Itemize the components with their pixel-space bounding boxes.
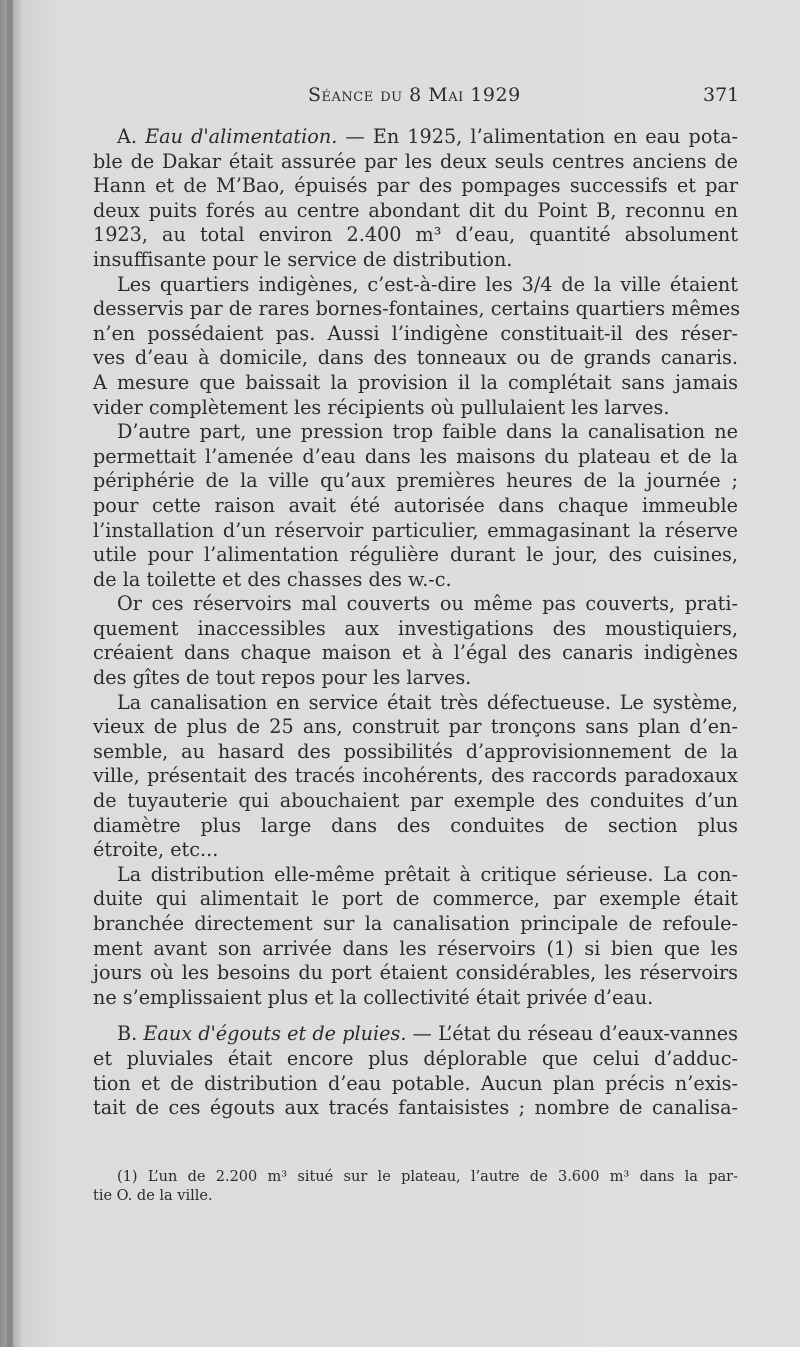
section-text: — En 1925, l’alimentation en eau pota-	[345, 125, 739, 148]
text-line: n’en possédaient pas. Aussi l’indigène constituait-il des réser-	[93, 321, 738, 345]
text-line: et pluviales était encore plus déplorable que celui d’adduc-	[93, 1046, 738, 1070]
text-line: créaient dans chaque maison et à l’égal des canaris indigènes	[93, 641, 738, 665]
text-line: branchée directement sur la canalisation principale de refoule-	[93, 912, 738, 935]
text-line: ble de Dakar était assurée par les deux seuls centres anciens de	[93, 149, 738, 173]
text-line: permettait l’amenée d’eau dans les maisons du plateau et de la	[93, 444, 738, 468]
text-line: des gîtes de tout repos pour les larves.	[93, 666, 472, 690]
text-line: A mesure que baissait la provision il la complétait sans jamais	[93, 370, 738, 394]
text-line: D’autre part, une pression trop faible dans la canalisation ne	[117, 420, 738, 444]
footnote-line: tie O. de la ville.	[93, 1188, 213, 1204]
page-gutter-shadow	[7, 0, 13, 1347]
text-line: tait de ces égouts aux tracés fantaisistes ; nombre de canalisa-	[93, 1096, 738, 1120]
text-line: ville, présentait des tracés incohérents, des raccords paradoxaux	[93, 764, 738, 788]
text-line: étroite, etc...	[93, 838, 219, 862]
text-line: La distribution elle-même prêtait à critique sérieuse. La con-	[117, 862, 738, 886]
text-line: quement inaccessibles aux investigations des moustiquiers,	[93, 616, 738, 640]
text-line: ves d’eau à domicile, dans des tonneaux ou de grands canaris.	[93, 346, 738, 370]
section-heading: Eau d'alimentation.	[145, 125, 338, 148]
text-line: vider complètement les récipients où pullulaient les larves.	[93, 395, 670, 419]
section-label: B.	[117, 1022, 138, 1046]
footnote-line: (1) L’un de 2.200 m³ situé sur le plateau, l’autre de 3.600 m³ dans la par-	[117, 1169, 738, 1185]
text-line	[93, 125, 738, 150]
text-line: insuffisante pour le service de distribution.	[93, 247, 513, 271]
text-line: de tuyauterie qui abouchaient par exemple des conduites d’un	[93, 789, 738, 813]
text-line: 1923, au total environ 2.400 m³ d’eau, quantité absolument	[93, 223, 738, 247]
running-head-title: Séance du 8 Mai 1929	[308, 84, 521, 106]
text-line: Hann et de M’Bao, épuisés par des pompages successifs et par	[93, 174, 738, 198]
text-line	[93, 1022, 738, 1047]
text-line: périphérie de la ville qu’aux premières heures de la journée ;	[93, 469, 738, 493]
body-text	[93, 125, 741, 1121]
text-line: duite qui alimentait le port de commerce, par exemple était	[93, 887, 738, 911]
text-line: Or ces réservoirs mal couverts ou même pas couverts, prati-	[117, 592, 738, 616]
page-number: 371	[703, 84, 740, 106]
text-line: deux puits forés au centre abondant dit du Point B, reconnu en	[93, 198, 738, 222]
text-line: diamètre plus large dans des conduites de section plus	[93, 813, 738, 837]
text-line: ment avant son arrivée dans les réservoirs (1) si bien que les	[93, 936, 738, 960]
text-line: semble, au hasard des possibilités d’approvisionnement de la	[93, 739, 738, 763]
footnote	[93, 1168, 738, 1206]
section-label: A.	[117, 125, 137, 148]
running-head	[0, 84, 800, 114]
section-heading: Eaux d'égouts et de pluies.	[143, 1022, 407, 1046]
text-line: utile pour l’alimentation régulière durant le jour, des cuisines,	[93, 543, 738, 567]
text-line: ne s’emplissaient plus et la collectivité était privée d’eau.	[93, 985, 654, 1009]
text-line: desservis par de rares bornes-fontaines, certains quartiers mêmes	[93, 297, 741, 321]
text-line: tion et de distribution d’eau potable. Aucun plan précis n’exis-	[93, 1071, 738, 1095]
text-line: jours où les besoins du port étaient considérables, les réservoirs	[93, 961, 738, 985]
text-line: Les quartiers indigènes, c’est-à-dire les 3/4 de la ville étaient	[117, 272, 738, 296]
text-line: La canalisation en service était très défectueuse. Le système,	[117, 690, 738, 714]
text-line: de la toilette et des chasses des w.-c.	[93, 567, 452, 591]
text-line: l’installation d’un réservoir particulier, emmagasinant la réserve	[93, 518, 738, 542]
text-line: pour cette raison avait été autorisée dans chaque immeuble	[93, 493, 738, 517]
section-text: — L’état du réseau d’eaux-vannes	[412, 1022, 738, 1046]
text-line: vieux de plus de 25 ans, construit par tronçons sans plan d’en-	[93, 715, 738, 739]
